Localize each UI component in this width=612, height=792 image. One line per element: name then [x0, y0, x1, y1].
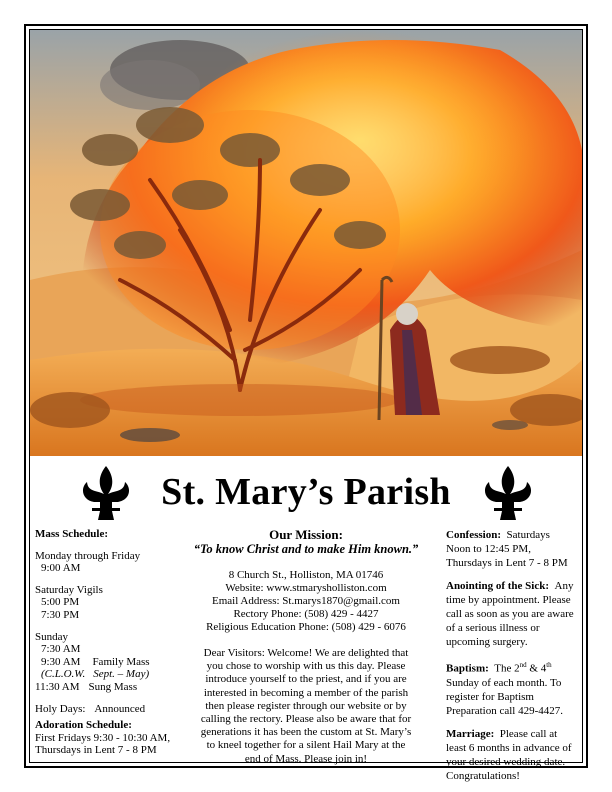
- baptism-line: Preparation call 429-4427.: [446, 704, 563, 717]
- mass-schedule-heading: Mass Schedule:: [35, 528, 109, 540]
- sunday-time-3: 11:30 AM: [35, 680, 80, 693]
- visitors-line: generations it has been the custom at St. Mary’s: [200, 726, 412, 739]
- baptism-text-a: The 2: [494, 662, 520, 675]
- address: 8 Church St., Holliston, MA 01746: [228, 569, 384, 581]
- confession-line-3: Thursdays in Lent 7 - 8 PM: [446, 557, 568, 569]
- fleur-de-lis-icon: [480, 464, 536, 522]
- website[interactable]: Website: www.stmarysholliston.com: [225, 582, 387, 594]
- weekday-label: Monday through Friday: [35, 549, 141, 562]
- mass-schedule-column: [35, 528, 185, 757]
- visitors-line: then please register through our website or by: [205, 699, 407, 712]
- confession-line-1: Saturdays: [506, 529, 550, 541]
- visitors-message: [186, 647, 426, 766]
- marriage-line-1: Please call at: [499, 727, 558, 740]
- anointing-line: of a serious illness or: [446, 622, 540, 634]
- rectory-phone: Rectory Phone: (508) 429 - 4427: [233, 608, 379, 620]
- marriage-section: [446, 727, 578, 783]
- adoration-heading: Adoration Schedule:: [35, 719, 132, 732]
- clow-note-b: Sept. – May): [93, 668, 150, 681]
- anointing-line-1: Any: [554, 580, 574, 592]
- confession-section: [446, 528, 578, 570]
- mission-heading: Our Mission:: [269, 527, 343, 542]
- baptism-line: register for Baptism: [446, 690, 534, 703]
- adoration-line-1: First Fridays 9:30 - 10:30 AM,: [35, 731, 171, 744]
- marriage-line: Congratulations!: [446, 769, 520, 782]
- visitors-line: you chose to worship with us this day. Please: [206, 660, 406, 673]
- marriage-line: your desired wedding date.: [446, 755, 566, 768]
- saturday-label: Saturday Vigils: [35, 583, 103, 596]
- visitors-line: Dear Visitors: Welcome! We are delighted that: [203, 647, 409, 659]
- clow-note-a: (C.L.O.W.: [41, 668, 86, 681]
- weekday-time: 9:00 AM: [41, 562, 81, 575]
- marriage-line: least 6 months in advance of: [446, 741, 572, 754]
- saturday-time-1: 5:00 PM: [41, 596, 80, 609]
- baptism-sup-1: nd: [519, 661, 527, 669]
- confession-line-2: Noon to 12:45 PM,: [446, 543, 531, 555]
- mission-quote: “To know Christ and to make Him known.”: [193, 542, 419, 556]
- sunday-note-3: Sung Mass: [88, 680, 138, 693]
- baptism-section: [446, 658, 578, 718]
- email[interactable]: Email Address: St.marys1870@gmail.com: [212, 595, 400, 607]
- anointing-section: [446, 579, 578, 649]
- mission-column: [186, 528, 426, 766]
- anointing-line: upcoming surgery.: [446, 636, 528, 648]
- anointing-line: time by appointment. Please: [446, 594, 571, 606]
- burning-bush-illustration: [30, 30, 582, 456]
- saturday-time-2: 7:30 PM: [41, 608, 80, 621]
- adoration-line-2: Thursdays in Lent 7 - 8 PM: [35, 744, 157, 757]
- religious-ed-phone: Religious Education Phone: (508) 429 - 6076: [206, 621, 406, 633]
- sunday-label: Sunday: [35, 630, 68, 643]
- confession-heading: Confession:: [446, 529, 502, 541]
- baptism-text-b: & 4: [526, 662, 547, 675]
- visitors-line: interested in becoming a member of the parish: [203, 686, 409, 699]
- holy-days-label: Holy Days:: [35, 702, 86, 715]
- sacraments-column: [446, 528, 578, 792]
- baptism-line: Sunday of each month. To: [446, 676, 562, 689]
- sunday-time-2: 9:30 AM: [41, 655, 81, 668]
- visitors-line: calling the rectory. Please also be aware that for: [200, 713, 412, 726]
- holy-days-note: Announced: [94, 702, 146, 715]
- sunday-note-2: Family Mass: [92, 655, 150, 668]
- baptism-heading: Baptism:: [446, 662, 489, 675]
- anointing-heading: Anointing of the Sick:: [446, 580, 549, 592]
- visitors-line: end of Mass. Please join in!: [244, 752, 368, 765]
- parish-title: St. Mary’s Parish: [161, 471, 451, 513]
- visitors-line: introduce yourself to the priest, and if you are: [205, 673, 407, 686]
- title-row: [30, 462, 582, 524]
- sunday-time-1: 7:30 AM: [41, 643, 81, 656]
- baptism-sup-2: th: [546, 661, 552, 669]
- marriage-heading: Marriage:: [446, 727, 495, 740]
- anointing-line: call as soon as you are aware: [446, 608, 574, 620]
- visitors-line: to kneel together for a silent Hail Mary at the: [206, 739, 406, 752]
